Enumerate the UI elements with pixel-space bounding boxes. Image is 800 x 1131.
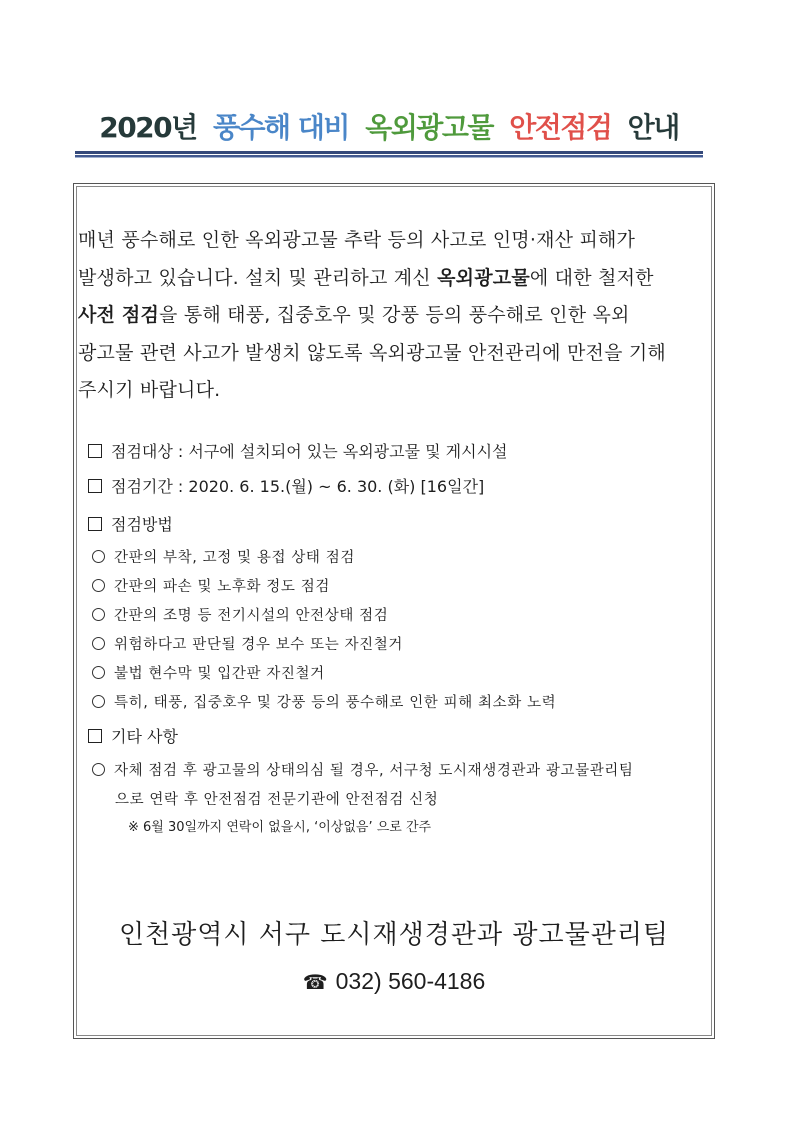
method-item: 특히, 태풍, 집중호우 및 강풍 등의 풍수해로 인한 피해 최소화 노력 (92, 693, 556, 713)
title-flood: 풍수해 대비 (212, 111, 349, 144)
circle-bullet-icon (92, 695, 105, 708)
other-note: ※ 6월 30일까지 연락이 없을시, ‘이상없음’ 으로 간주 (128, 820, 432, 835)
circle-bullet-icon (92, 666, 105, 679)
circle-bullet-icon (92, 637, 105, 650)
checkbox-square-icon (88, 444, 102, 458)
intro-line: 광고물 관련 사고가 발생치 않도록 옥외광고물 안전관리에 만전을 기해 (78, 341, 666, 364)
title-notice: 안내 (627, 111, 679, 144)
other-item: 자체 점검 후 광고물의 상태의심 될 경우, 서구청 도시재생경관과 광고물관리팀 (92, 761, 634, 781)
section-method: 점검방법 (88, 514, 173, 536)
page-title (75, 108, 703, 148)
intro-line: 매년 풍수해로 인한 옥외광고물 추락 등의 사고로 인명·재산 피해가 (78, 229, 636, 251)
title-safety-check: 안전점검 (509, 111, 612, 144)
title-signage: 옥외광고물 (365, 111, 493, 144)
organization-name: 인천광역시 서구 도시재생경관과 광고물관리팀 (118, 920, 670, 950)
circle-bullet-icon (92, 608, 105, 621)
section-other: 기타 사항 (88, 726, 178, 748)
phone-number: 032) 560-4186 (335, 968, 486, 994)
checkbox-square-icon (88, 729, 102, 743)
checkbox-square-icon (88, 479, 102, 493)
intro-line: 주시기 바랍니다. (78, 379, 221, 401)
method-item: 간판의 부착, 고정 및 용접 상태 점검 (92, 548, 355, 568)
method-item: 간판의 파손 및 노후화 정도 점검 (92, 577, 330, 597)
circle-bullet-icon (92, 550, 105, 563)
intro-paragraph (78, 222, 718, 410)
method-item: 위험하다고 판단될 경우 보수 또는 자진철거 (92, 635, 403, 655)
telephone-icon: ☎ (302, 972, 328, 994)
intro-line: 발생하고 있습니다. 설치 및 관리하고 계신 옥외광고물에 대한 철저한 (78, 266, 654, 289)
intro-line: 사전 점검을 통해 태풍, 집중호우 및 강풍 등의 풍수해로 인한 옥외 (78, 304, 630, 326)
section-target: 점검대상 : 서구에 설치되어 있는 옥외광고물 및 게시시설 (88, 441, 508, 463)
contact-phone (73, 966, 715, 998)
circle-bullet-icon (92, 763, 105, 776)
other-item-continued: 으로 연락 후 안전점검 전문기관에 안전점검 신청 (115, 792, 439, 808)
title-underline (75, 151, 703, 159)
method-item: 간판의 조명 등 전기시설의 안전상태 점검 (92, 606, 388, 626)
section-period: 점검기간 : 2020. 6. 15.(월) ~ 6. 30. (화) [16일간] (88, 476, 484, 498)
checkbox-square-icon (88, 517, 102, 531)
method-item: 불법 현수막 및 입간판 자진철거 (92, 664, 325, 684)
title-year: 2020년 (99, 111, 197, 144)
circle-bullet-icon (92, 579, 105, 592)
